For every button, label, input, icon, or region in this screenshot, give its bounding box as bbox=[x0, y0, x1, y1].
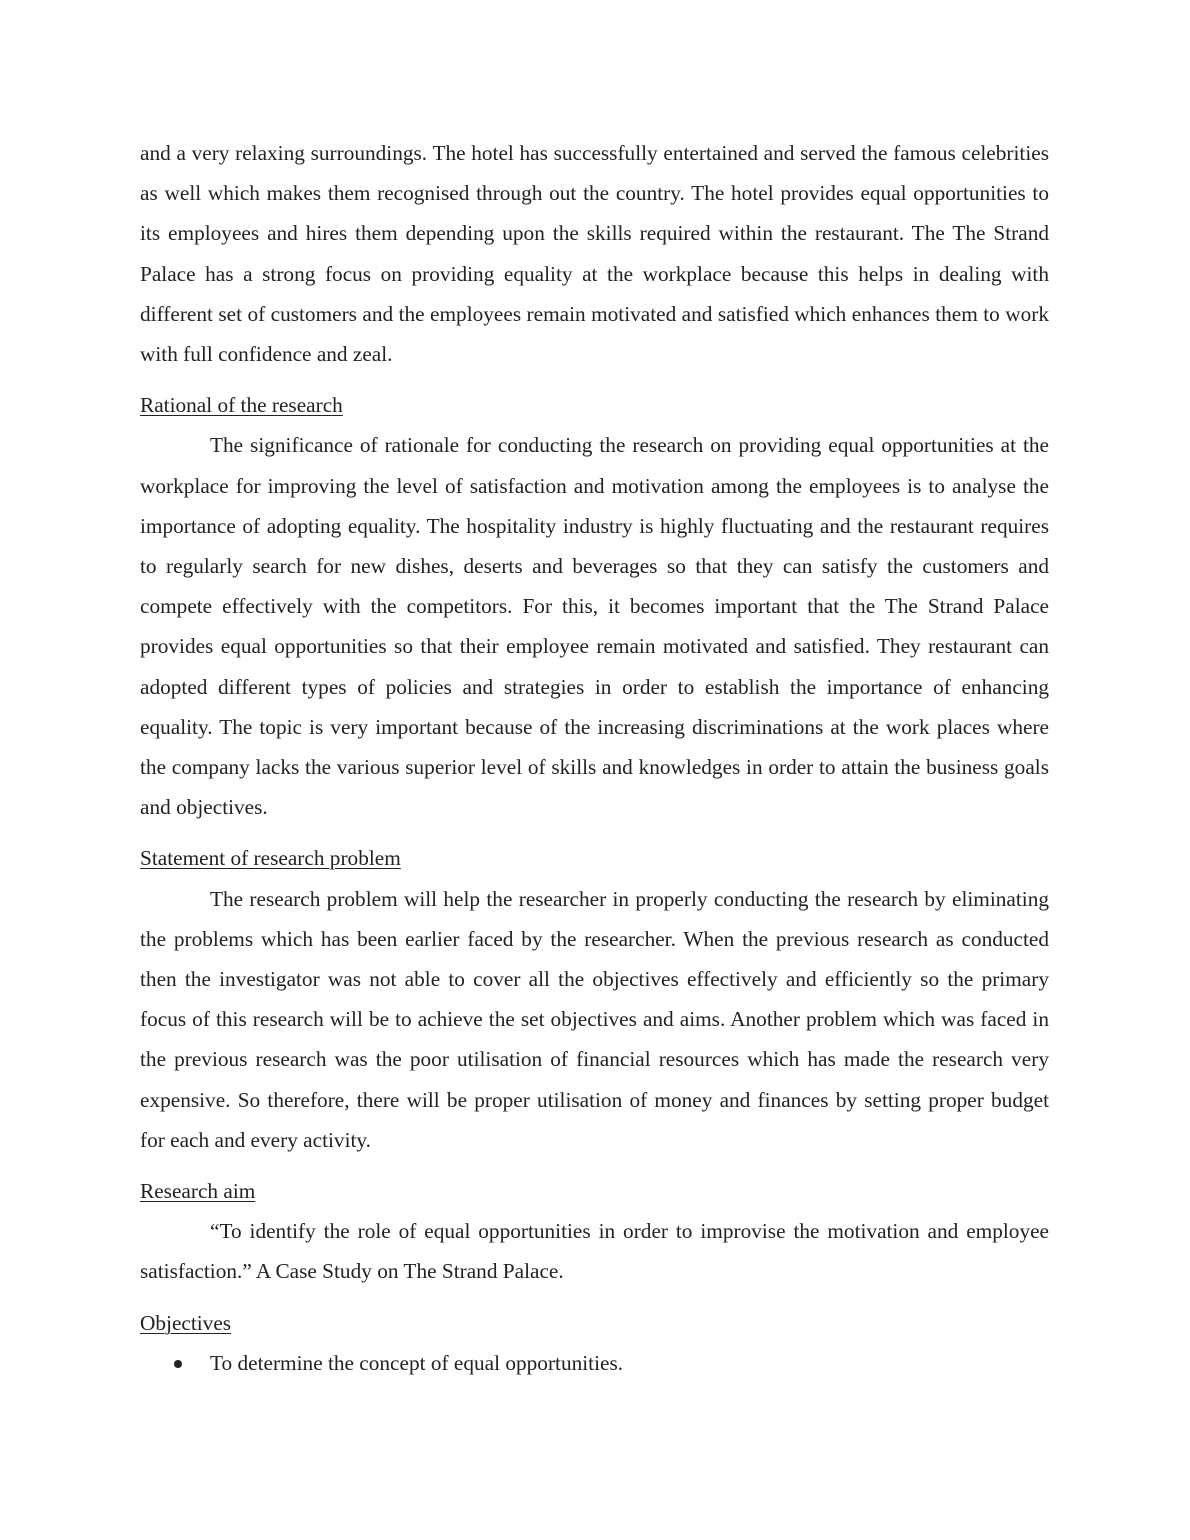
aim-paragraph: “To identify the role of equal opportunities in order to improvise the motivation and employee satisfaction.” A Case Study on The Strand Palace. bbox=[140, 1219, 1049, 1284]
rationale-paragraph: The significance of rationale for conducting the research on providing equal opportunities at the workplace for improving the level of satisfaction and motivation among the employees is to analyse the importance of adopting equality. The hospitality industry is highly fluctuating and the restaurant requires to regularly search for new dishes, deserts and beverages so that they can satisfy the customers and compete effectively with the competitors. For this, it becomes important that the The Strand Palace provides equal opportunities so that their employee remain motivated and satisfied. They restaurant can adopted different types of policies and strategies in order to establish the importance of enhancing equality. The topic is very important because of the increasing discriminations at the work places where the company lacks the various superior level of skills and knowledges in order to attain the business goals and objectives. bbox=[140, 433, 1049, 820]
problem-paragraph: The research problem will help the researcher in properly conducting the research by eliminating the problems which has been earlier faced by the researcher. When the previous research as conducted then the investigator was not able to cover all the objectives effectively and efficiently so the primary focus of this research will be to achieve the set objectives and aims. Another problem which was faced in the previous research was the poor utilisation of financial resources which has made the research very expensive. So therefore, there will be proper utilisation of money and finances by setting proper budget for each and every activity. bbox=[140, 886, 1049, 1152]
intro-paragraph: and a very relaxing surroundings. The hotel has successfully entertained and served the famous celebrities as well which makes them recognised through out the country. The hotel provides equal opportunities to its employees and hires them depending upon the skills required within the restaurant. The The Strand Palace has a strong focus on providing equality at the workplace because this helps in dealing with different set of customers and the employees remain motivated and satisfied which enhances them to work with full confidence and zeal. bbox=[140, 141, 1049, 367]
objective-text: To determine the concept of equal opportunities. bbox=[210, 1350, 624, 1375]
problem-heading: Statement of research problem bbox=[140, 846, 401, 871]
objectives-heading: Objectives bbox=[140, 1310, 232, 1335]
bullet-icon bbox=[174, 1360, 182, 1368]
rationale-heading: Rational of the research bbox=[140, 393, 343, 418]
list-item bbox=[140, 1343, 1049, 1383]
aim-heading: Research aim bbox=[140, 1179, 256, 1204]
document-page bbox=[140, 133, 1049, 1383]
objectives-list bbox=[140, 1343, 1049, 1383]
